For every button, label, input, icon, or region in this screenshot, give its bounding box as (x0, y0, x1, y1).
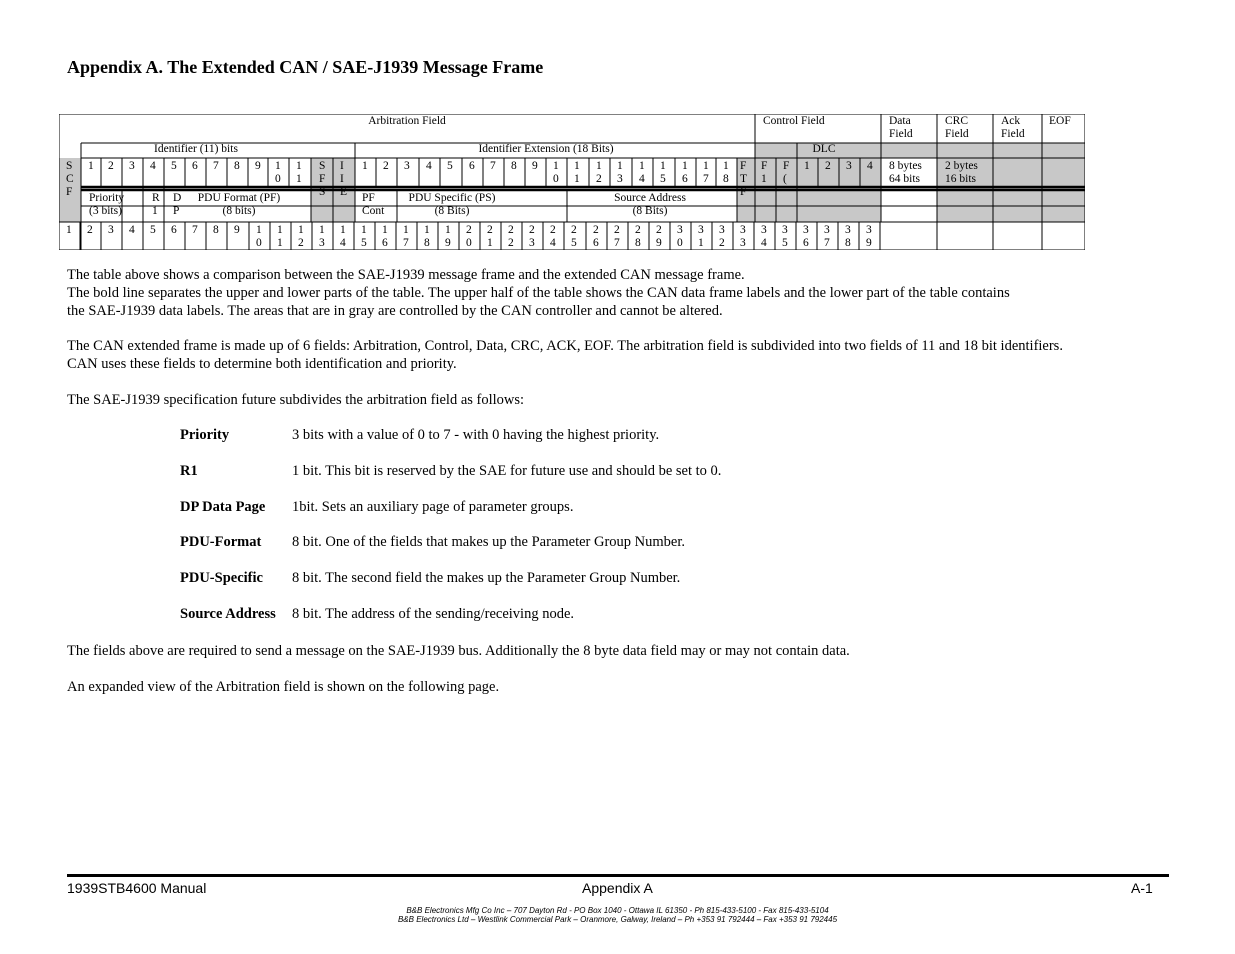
pf-cont-label-line: PF (362, 192, 375, 204)
data-bytes-label (889, 160, 922, 186)
bit-position-number (466, 224, 472, 250)
footer-address-ie: B&B Electronics Ltd – Westlink Commercial Park – Oranmore, Galway, Ireland – Ph +353 91 792444 – Fax +353 91 792445 (397, 915, 838, 924)
bit-position-number-line: 2 (656, 224, 662, 236)
control-field-label (763, 115, 825, 128)
crc-field-label-line: Field (945, 128, 969, 140)
identifier-bit-number-line: 9 (255, 160, 261, 172)
bit-position-number-line: 3 (824, 224, 830, 236)
bit-position-number (845, 224, 851, 250)
srr-label-line: S (319, 186, 326, 198)
identifier-ext-bit-number (723, 160, 729, 186)
dp-field-label-line: P (173, 205, 180, 217)
sof-label-line: S (66, 160, 73, 172)
identifier-ext-bit-number-line: 8 (723, 173, 729, 185)
priority-label (89, 192, 124, 218)
r0-label (783, 160, 789, 186)
paragraph-line: the SAE-J1939 data labels. The areas that are in gray are controlled by the CAN controller and cannot be altered. (67, 303, 723, 319)
bit-position-number (277, 224, 283, 250)
bit-position-number-line: 5 (571, 237, 577, 249)
pdu-specific-label-line: (8 Bits) (434, 205, 470, 217)
identifier-ext-bit-number-line: 9 (532, 160, 538, 172)
identifier-ext-bit-number-line: 5 (660, 173, 666, 185)
identifier-ext-bit-number-line: 2 (596, 173, 602, 185)
dlc-label (797, 143, 851, 156)
dlc-bit-number (804, 160, 810, 173)
source-address-label (567, 192, 733, 218)
paragraph-expanded: An expanded view of the Arbitration field is shown on the following page. (67, 679, 500, 695)
bit-position-number-line: 9 (656, 237, 662, 249)
bit-position-number-line: 4 (761, 237, 767, 249)
priority-label-line: Priority (89, 192, 125, 204)
srr-label (319, 160, 325, 199)
pf-cont-label (362, 192, 384, 218)
identifier-ext-bit-number-line: 1 (574, 160, 580, 172)
bit-position-number-line: 1 (277, 237, 283, 249)
bit-position-number-line: 1 (424, 224, 430, 236)
data-gray-cell (881, 143, 937, 158)
ack-field-label (1001, 115, 1025, 141)
bit-position-number-line: 8 (635, 237, 641, 249)
bit-position-number-line: 2 (529, 224, 535, 236)
bit-position-number-line: 8 (424, 237, 430, 249)
bit-position-number (66, 224, 72, 237)
bit-position-number (593, 224, 599, 250)
bit-position-number (382, 224, 388, 250)
identifier-ext-bit-number-line: 4 (639, 173, 645, 185)
dlc-bit-number (846, 160, 852, 173)
footer-page-number: A-1 (1131, 880, 1153, 896)
paragraph-line: The bold line separates the upper and lower parts of the table. The upper half of the table shows the CAN data frame labels and the lower part of the table contains (67, 285, 1010, 301)
bit-position-number-line: 1 (487, 237, 493, 249)
identifier-bit-number (234, 160, 240, 173)
footer-address-us: B&B Electronics Mfg Co Inc – 707 Dayton Rd - PO Box 1040 - Ottawa IL 61350 - Ph 815-433-5100 - Fax 815-433-5104 (406, 906, 829, 915)
definition-term: PDU-Format (180, 534, 262, 550)
bit-position-number (87, 224, 93, 237)
pf-cont-label-line: Cont (362, 205, 385, 217)
identifier-ext-bit-number-line: 6 (682, 173, 688, 185)
bit-position-number-line: 5 (782, 237, 788, 249)
identifier-bit-number-line: 0 (275, 173, 281, 185)
crc-field-label-line: CRC (945, 115, 969, 127)
bit-position-number (234, 224, 240, 237)
bit-position-number-line: 3 (529, 237, 535, 249)
identifier-ext-bit-number (574, 160, 580, 186)
identifier-bit-number-line: 3 (129, 160, 135, 172)
bit-position-number-line: 5 (150, 224, 156, 236)
identifier-ext-bit-number (596, 160, 602, 186)
identifier-ext-bit-number (703, 160, 709, 186)
identifier-ext-bit-number (447, 160, 453, 173)
bit-position-number-line: 7 (403, 237, 409, 249)
bit-position-number-line: 8 (845, 237, 851, 249)
rtr-label-line: T (740, 173, 748, 185)
bit-position-number (150, 224, 156, 237)
ide-label (340, 160, 347, 199)
bit-position-number-line: 1 (361, 224, 367, 236)
identifier-bit-number (88, 160, 94, 173)
identifier-ext-bit-number-line: 1 (362, 160, 368, 172)
definition-term: Priority (180, 427, 230, 443)
data-field-label-line: Field (889, 128, 913, 140)
r1-label-line: 1 (761, 173, 767, 185)
bit-position-number-line: 1 (319, 224, 325, 236)
bit-position-number-line: 2 (487, 224, 493, 236)
definition-term: Source Address (180, 606, 276, 622)
r1-field-label-line: 1 (152, 205, 158, 217)
identifier-bit-number-line: 6 (192, 160, 198, 172)
source-address-label-line: Source Address (614, 192, 686, 204)
r1-label (761, 160, 767, 186)
pdu-format-label-line: PDU Format (PF) (197, 192, 281, 204)
bit-position-number-line: 1 (66, 224, 72, 236)
r0-label-line: ( (783, 173, 787, 185)
definition-term: R1 (180, 463, 198, 479)
pdu-format-label-line: (8 bits) (222, 205, 256, 217)
identifier-ext-bit-number-line: 3 (404, 160, 410, 172)
arbitration-field-label-line: Arbitration Field (368, 115, 446, 127)
bit-position-number-line: 3 (677, 224, 683, 236)
bit-position-number-line: 3 (698, 224, 704, 236)
identifier-bit-number-line: 1 (275, 160, 281, 172)
definition-description: 8 bit. One of the fields that makes up the Parameter Group Number. (292, 534, 686, 550)
identifier-ext-bit-number-line: 1 (703, 160, 709, 172)
definition-description: 1 bit. This bit is reserved by the SAE for future use and should be set to 0. (292, 463, 722, 479)
identifier-ext-bit-number-line: 1 (682, 160, 688, 172)
bit-position-number (298, 224, 304, 250)
dp-field-label-line: D (173, 192, 182, 204)
identifier-bit-number (171, 160, 177, 173)
identifier-bit-number-line: 5 (171, 160, 177, 172)
paragraph-line: The CAN extended frame is made up of 6 fields: Arbitration, Control, Data, CRC, ACK, EOF. The arbitration field is subdivided into two fields of 11 and 18 bit identifiers. (67, 338, 1063, 354)
ack-field-label-line: Ack (1001, 115, 1021, 127)
bit-position-number-line: 0 (677, 237, 683, 249)
dlc-bit-number (825, 160, 831, 173)
bit-position-number-line: 2 (550, 224, 556, 236)
identifier-ext-bit-number (426, 160, 432, 173)
data-field-label-line: Data (889, 115, 911, 127)
bit-position-number (508, 224, 514, 250)
definition-term: PDU-Specific (180, 570, 263, 586)
identifier-ext-bit-number-line: 0 (553, 173, 559, 185)
bit-position-number-line: 3 (782, 224, 788, 236)
bit-position-number (803, 224, 809, 250)
bit-position-number-line: 3 (740, 224, 746, 236)
identifier-ext-bit-number-line: 3 (617, 173, 623, 185)
data-bytes-label-line: 64 bits (889, 173, 920, 185)
identifier-ext-bit-number (383, 160, 389, 173)
crc-bytes-label-line: 2 bytes (945, 160, 978, 172)
identifier-extension-label (355, 143, 737, 156)
rtr-label (740, 160, 747, 199)
crc-bytes-label-line: 16 bits (945, 173, 976, 185)
bit-position-number-line: 1 (298, 224, 304, 236)
r0-label-line: F (783, 160, 790, 172)
bit-position-number-line: 9 (234, 224, 240, 236)
r1-field-label (152, 192, 160, 218)
bit-position-number (171, 224, 177, 237)
identifier-ext-bit-number (362, 160, 368, 173)
bit-position-number (614, 224, 620, 250)
definition-description: 3 bits with a value of 0 to 7 - with 0 having the highest priority. (292, 427, 660, 443)
bit-position-number (445, 224, 451, 250)
identifier-bit-number-line: 1 (296, 160, 302, 172)
paragraph-required: The fields above are required to send a message on the SAE-J1939 bus. Additionally the 8 byte data field may or may not contain data. (67, 643, 850, 659)
bit-position-number-line: 4 (340, 237, 346, 249)
identifier-bit-number-line: 8 (234, 160, 240, 172)
bit-position-number-line: 6 (593, 237, 599, 249)
identifier-11-label-line: Identifier (11) bits (154, 143, 238, 155)
bit-position-number-line: 1 (403, 224, 409, 236)
bit-position-number-line: 5 (361, 237, 367, 249)
identifier-bit-number-line: 2 (108, 160, 114, 172)
bit-position-number-line: 9 (866, 237, 872, 249)
bit-position-number (677, 224, 683, 250)
bit-position-number-line: 2 (719, 237, 725, 249)
paragraph-line: CAN uses these fields to determine both identification and priority. (67, 356, 457, 372)
bit-position-number (782, 224, 788, 250)
identifier-bit-number (108, 160, 114, 173)
ide-label-line: I (340, 173, 344, 185)
footer-manual: 1939STB4600 Manual (67, 880, 207, 896)
dlc-label-line: DLC (812, 143, 836, 155)
dlc-bit-number-line: 4 (867, 160, 873, 172)
bit-position-number (129, 224, 135, 237)
identifier-ext-bit-number (511, 160, 517, 173)
crc-bytes-label (945, 160, 978, 186)
bit-position-number (213, 224, 219, 237)
bit-position-number-line: 2 (508, 224, 514, 236)
identifier-bit-number (296, 160, 302, 186)
ack-field-label-line: Field (1001, 128, 1025, 140)
bit-position-number-line: 3 (803, 224, 809, 236)
pdu-format-label (185, 192, 293, 218)
definition-description: 1bit. Sets an auxiliary page of parameter groups. (292, 499, 574, 515)
control-field-label-line: Control Field (763, 115, 825, 127)
sof-label-line: C (66, 173, 74, 185)
bit-position-number (340, 224, 346, 250)
bit-position-number-line: 2 (508, 237, 514, 249)
bit-position-number-line: 6 (803, 237, 809, 249)
bit-position-number-line: 8 (213, 224, 219, 236)
identifier-ext-bit-number-line: 4 (426, 160, 432, 172)
message-frame-table (59, 114, 1085, 250)
arbitration-field-label (59, 115, 755, 128)
identifier-ext-bit-number (553, 160, 559, 186)
identifier-ext-bit-number (532, 160, 538, 173)
identifier-ext-bit-number-line: 7 (490, 160, 496, 172)
identifier-11-label (81, 143, 311, 156)
bit-position-number (635, 224, 641, 250)
bit-position-number-line: 2 (466, 224, 472, 236)
identifier-bit-number (150, 160, 156, 173)
crc-field-label (945, 115, 969, 141)
identifier-ext-bit-number-line: 5 (447, 160, 453, 172)
identifier-ext-bit-number (404, 160, 410, 173)
identifier-ext-bit-number (639, 160, 645, 186)
srr-label-line: S (319, 160, 326, 172)
ide-label-line: I (340, 160, 344, 172)
bit-position-number-line: 3 (866, 224, 872, 236)
bit-position-number-line: 2 (635, 224, 641, 236)
bit-position-number-line: 7 (824, 237, 830, 249)
bit-position-number (866, 224, 872, 250)
bit-position-number-line: 2 (298, 237, 304, 249)
bit-position-number-line: 1 (340, 224, 346, 236)
paragraph-line: The table above shows a comparison between the SAE-J1939 message frame and the extended CAN message frame. (67, 267, 745, 283)
ack-eof-gray-cell (993, 143, 1085, 222)
sof-label (66, 160, 74, 199)
paragraph-intro (67, 266, 1167, 320)
bit-position-number (656, 224, 662, 250)
bit-position-number-line: 6 (382, 237, 388, 249)
identifier-ext-bit-number-line: 1 (723, 160, 729, 172)
identifier-ext-bit-number-line: 6 (469, 160, 475, 172)
identifier-extension-label-line: Identifier Extension (18 Bits) (478, 143, 614, 155)
identifier-bit-number-line: 4 (150, 160, 156, 172)
identifier-ext-bit-number-line: 1 (596, 160, 602, 172)
identifier-ext-bit-number-line: 2 (383, 160, 389, 172)
bit-position-number (740, 224, 746, 250)
identifier-ext-bit-number-line: 1 (617, 160, 623, 172)
bit-position-number-line: 0 (466, 237, 472, 249)
bit-position-number-line: 6 (171, 224, 177, 236)
bit-position-number (424, 224, 430, 250)
bit-position-number-line: 7 (614, 237, 620, 249)
sof-label-line: F (66, 186, 73, 198)
bit-position-number (192, 224, 198, 237)
definition-description: 8 bit. The second field the makes up the Parameter Group Number. (292, 570, 681, 586)
dlc-bit-number-line: 2 (825, 160, 831, 172)
bit-position-number-line: 3 (319, 237, 325, 249)
priority-label-line: (3 bits) (89, 205, 122, 217)
bit-position-number (108, 224, 114, 237)
r1-label-line: F (761, 160, 768, 172)
footer-rule (67, 874, 1169, 877)
rtr-label-line: F (740, 186, 747, 198)
identifier-ext-bit-number-line: 1 (574, 173, 580, 185)
bit-position-number (571, 224, 577, 250)
bit-position-number (550, 224, 556, 250)
bit-position-number-line: 3 (108, 224, 114, 236)
eof-label (1049, 115, 1071, 128)
bit-position-number (487, 224, 493, 250)
dp-field-label (173, 192, 181, 218)
bit-position-number-line: 1 (382, 224, 388, 236)
identifier-bit-number-line: 1 (296, 173, 302, 185)
bit-position-number-line: 1 (445, 224, 451, 236)
bit-position-number-line: 4 (129, 224, 135, 236)
source-address-label-line: (8 Bits) (632, 205, 668, 217)
identifier-ext-bit-number (682, 160, 688, 186)
bit-position-number-line: 2 (571, 224, 577, 236)
dlc-bit-number-line: 3 (846, 160, 852, 172)
bit-position-number (719, 224, 725, 250)
bit-position-number-line: 1 (256, 224, 262, 236)
bit-position-number (361, 224, 367, 250)
srr-label-line: F (319, 173, 326, 185)
bit-position-number-line: 2 (87, 224, 93, 236)
identifier-ext-bit-number (660, 160, 666, 186)
rtr-label-line: F (740, 160, 747, 172)
bit-position-number-line: 1 (698, 237, 704, 249)
footer-section: Appendix A (582, 880, 653, 896)
pdu-specific-label-line: PDU Specific (PS) (408, 192, 496, 204)
eof-label-line: EOF (1049, 115, 1071, 127)
bit-position-number (403, 224, 409, 250)
identifier-ext-bit-number (469, 160, 475, 173)
identifier-ext-bit-number-line: 1 (660, 160, 666, 172)
bit-position-number-line: 7 (192, 224, 198, 236)
data-bytes-label-line: 8 bytes (889, 160, 922, 172)
bit-position-number-line: 3 (740, 237, 746, 249)
identifier-ext-bit-number-line: 1 (553, 160, 559, 172)
identifier-bit-number (213, 160, 219, 173)
identifier-bit-number (192, 160, 198, 173)
ide-label-line: E (340, 186, 348, 198)
identifier-bit-number-line: 7 (213, 160, 219, 172)
bit-position-number (698, 224, 704, 250)
bit-position-number (529, 224, 535, 250)
bit-position-number-line: 3 (845, 224, 851, 236)
identifier-bit-number-line: 1 (88, 160, 94, 172)
identifier-ext-bit-number-line: 8 (511, 160, 517, 172)
paragraph-subdivide: The SAE-J1939 specification future subdivides the arbitration field as follows: (67, 392, 525, 408)
bit-position-number-line: 2 (593, 224, 599, 236)
bit-position-number (319, 224, 325, 250)
bit-position-number-line: 2 (614, 224, 620, 236)
page-title: Appendix A. The Extended CAN / SAE-J1939 Message Frame (67, 57, 544, 77)
bit-position-number-line: 0 (256, 237, 262, 249)
identifier-bit-number (255, 160, 261, 173)
definition-term: DP Data Page (180, 499, 266, 515)
dlc-bit-number (867, 160, 873, 173)
identifier-ext-bit-number-line: 1 (639, 160, 645, 172)
bit-position-number-line: 4 (550, 237, 556, 249)
identifier-ext-bit-number (617, 160, 623, 186)
r1-field-label-line: R (152, 192, 160, 204)
bit-position-number (256, 224, 262, 250)
bit-position-number-line: 3 (719, 224, 725, 236)
definition-description: 8 bit. The address of the sending/receiving node. (292, 606, 575, 622)
data-field-label (889, 115, 913, 141)
bit-position-number-line: 9 (445, 237, 451, 249)
pdu-specific-label (397, 192, 507, 218)
identifier-bit-number (275, 160, 281, 186)
bit-position-number-line: 1 (277, 224, 283, 236)
identifier-ext-bit-number-line: 7 (703, 173, 709, 185)
bit-position-number (761, 224, 767, 250)
identifier-bit-number (129, 160, 135, 173)
paragraph-can-frame (67, 337, 1167, 373)
dlc-bit-number-line: 1 (804, 160, 810, 172)
bit-position-number-line: 3 (761, 224, 767, 236)
bit-position-number (824, 224, 830, 250)
identifier-ext-bit-number (490, 160, 496, 173)
